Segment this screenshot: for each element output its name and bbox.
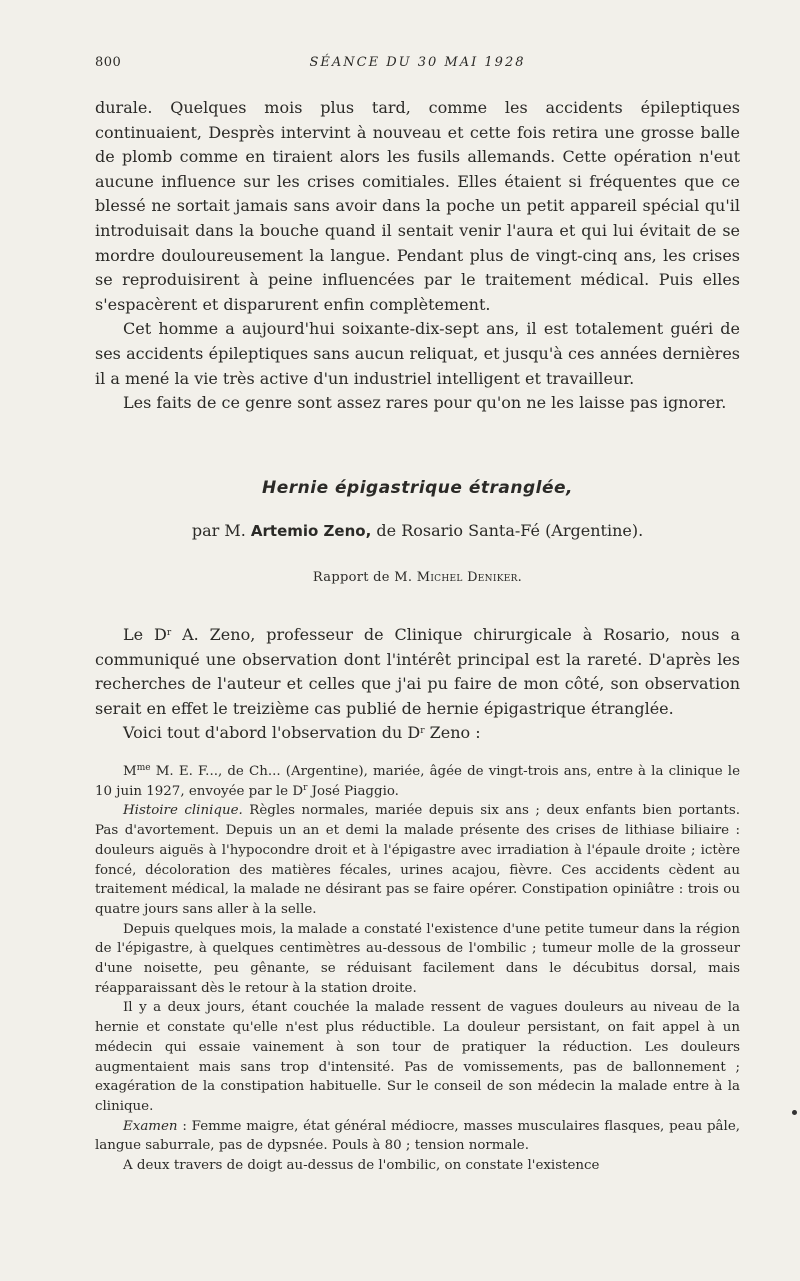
paragraph [95,762,740,801]
margin-mark [792,1110,797,1115]
paragraph: Il y a deux jours, étant couchée la malade ressent de vagues douleurs au niveau de la hernie et constate qu'elle n'est plus réductible. La douleur persistant, on fait appel à un médecin qui essaie vainement à son tour de pratiquer la réduction. Les douleurs augmentaient mais sans trop d'intensité. Pas de vomissements, pas de ballonnement ; exagération de la constipation habituelle. Sur le conseil de son médecin la malade entre à la clinique. [95,1000,740,1114]
intro-a: Le D [123,625,167,644]
byline-prefix: par M. [191,521,246,540]
intro-sup: r [166,628,172,638]
paragraph: Depuis quelques mois, la malade a constaté l'existence d'une petite tumeur dans la région de l'épigastre, à quelques centimètres au-dessous de l'ombilic ; tumeur molle de la grosseur d'une noisette, peu gênante, se réduisant facilement dans le décubitus dorsal, mais réapparaissant dès le retour à la station droite. [95,921,740,996]
article-intro [95,623,740,746]
obs1-c: José Piaggio. [307,783,399,799]
paragraph: durale. Quelques mois plus tard, comme les accidents épileptiques continuaient, Desprès intervint à nouveau et cette fois retira une grosse balle de plomb comme en tiraient alors les fusils allemands. Cette opération n'eut aucune influence sur les crises comitiales. Elles étaient si fréquentes que ce blessé ne sortait jamais sans avoir dans la poche un petit appareil spécial qu'il introduisait dans la bouche quand il sentait venir l'aura et qui lui évitait de se mordre douloureusement la langue. Pendant plus de vingt-cinq ans, les crises se reproduisirent à peine influencées par le traitement médical. Puis elles s'espacèrent et disparurent enfin complètement. [95,98,740,314]
running-head [95,55,740,75]
histoire-label: Histoire clinique. [123,803,243,819]
paragraph: Cet homme a aujourd'hui soixante-dix-sept ans, il est totalement guéri de ses accidents épileptiques sans aucun reliquat, et jusqu'à ces années dernières il a mené la vie très active d'un industriel intelligent et travailleur. [95,319,740,388]
paragraph [95,1117,740,1156]
paragraph: Les faits de ce genre sont assez rares pour qu'on ne les laisse pas ignorer. [123,393,727,413]
voici-sup: r [420,726,425,737]
rapport-prefix: Rapport de M. [312,570,413,585]
observation-text [95,762,740,1176]
paragraph [95,801,740,919]
paragraph [95,721,740,746]
examen-text: : Femme maigre, état général médiocre, masses musculaires flasques, peau pâle, langue saburrale, pas de dypsnée. Pouls à 80 ; tension normale. [95,1118,740,1154]
histoire-text: Règles normales, mariée depuis six ans ; deux enfants bien portants. Pas d'avortement. Depuis un an et demi la malade présente des crises de lithiase biliaire : douleurs aiguës à l'hypocondre droit et à l'épigastre avec irradiation à l'épaule droite ; ictère foncé, décoloration des matières fécales, urines acajou, fièvre. Ces accidents cèdent au traitement médical, la malade ne désirant pas se faire opérer. Constipation opiniâtre : trois ou quatre jours sans aller à la selle. [95,803,740,917]
byline [95,521,740,540]
article-title: Hernie épigastrique étranglée, [262,478,573,498]
obs1-sup: me [136,763,151,773]
author-name: Artemio Zeno, [250,522,372,540]
rapporteur-name: Michel Deniker. [416,570,523,585]
continuation-text [95,96,740,416]
header-title: SÉANCE DU 30 MAI 1928 [309,55,526,70]
obs1-sup2: r [303,782,308,793]
page-number: 800 [95,55,122,70]
voici-b: Zeno : [424,723,481,743]
obs1-a: M [123,764,137,779]
intro-b: A. Zeno, professeur de Clinique chirurgicale à Rosario, nous a communiqué une observation dont l'intérêt principal est la rareté. D'après les recherches de l'auteur et celles que j'ai pu faire de mon côté, son observation serait en effet le treizième cas publié de hernie épigastrique étranglée. [95,625,740,718]
paragraph: A deux travers de doigt au-dessus de l'ombilic, on constate l'existence [123,1158,600,1174]
byline-suffix: de Rosario Santa-Fé (Argentine). [376,521,644,540]
voici-a: Voici tout d'abord l'observation du D [123,723,421,743]
obs1-b: M. E. F..., de Ch... (Argentine), mariée, âgée de vingt-trois ans, entre à la clinique le 10 juin 1927, envoyée par le D [95,764,740,799]
rapport-line [95,570,740,585]
paragraph [95,623,740,721]
examen-label: Examen [123,1118,178,1134]
